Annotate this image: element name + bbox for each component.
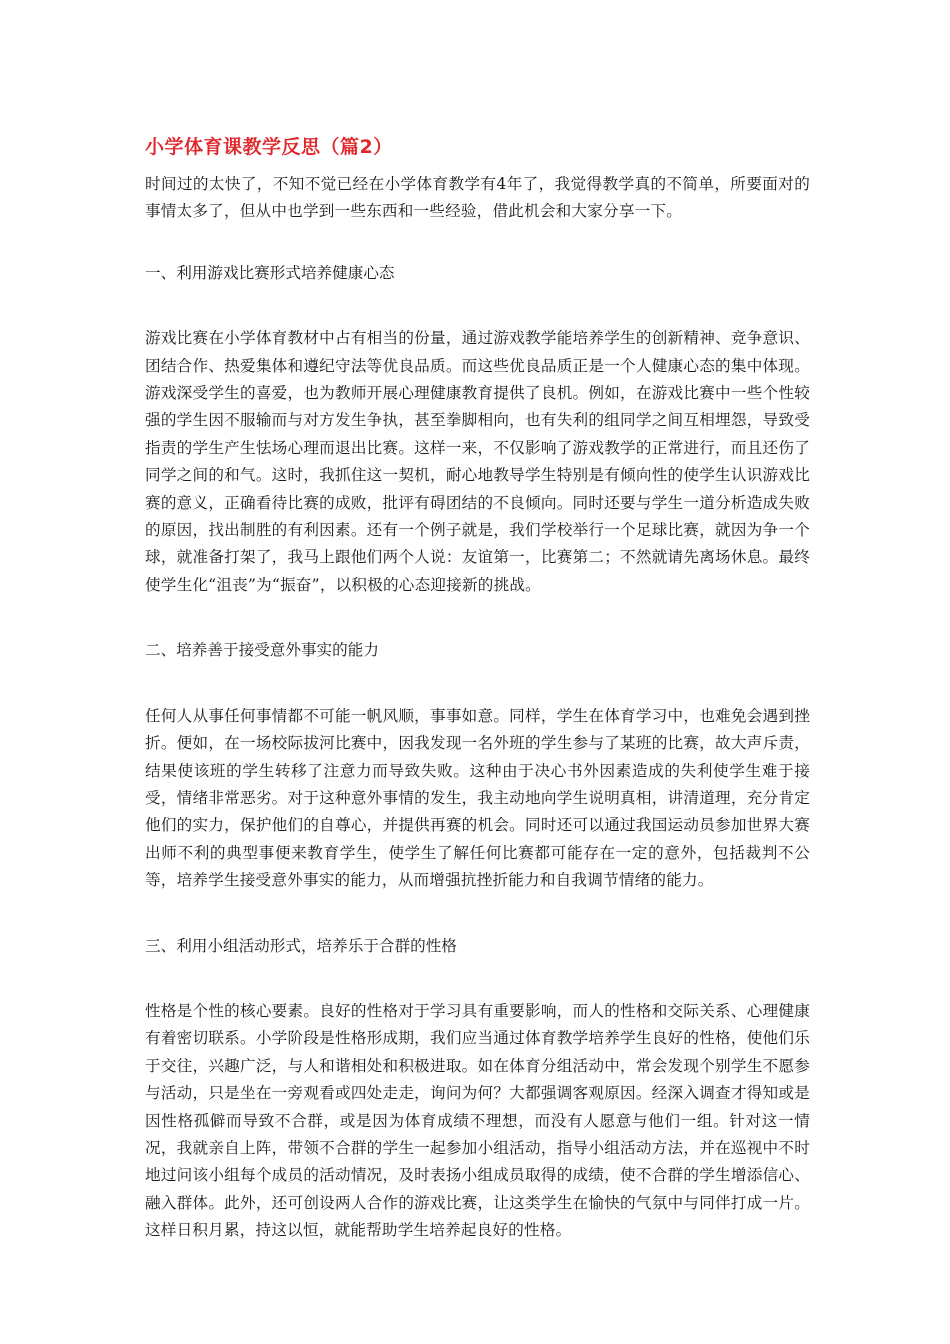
section-3-body: 性格是个性的核心要素。良好的性格对于学习具有重要影响，而人的性格和交际关系、心理健康有着密切联系。小学阶段是性格形成期，我们应当通过体育教学培养学生良好的性格，使他们乐于交往，兴趣广泛，与人和谐相处和积极进取。如在体育分组活动中，常会发现个别学生不愿参与活动，只是坐在一旁观看或四处走走，询问为何？大都强调客观原因。经深入调查才得知或是因性格孤僻而导致不合群，或是因为体育成绩不理想，而没有人愿意与他们一组。针对这一情况，我就亲自上阵，带领不合群的学生一起参加小组活动，指导小组活动方法，并在巡视中不时地过问该小组每个成员的活动情况，及时表扬小组成员取得的成绩，使不合群的学生增添信心、融入群体。此外，还可创设两人合作的游戏比赛，让这类学生在愉快的气氛中与同伴打成一片。这样日积月累，持这以恒，就能帮助学生培养起良好的性格。: [145, 1001, 810, 1240]
spacer: [145, 665, 810, 703]
spacer: [145, 287, 810, 325]
spacer: [145, 599, 810, 637]
document-page: [145, 133, 810, 1245]
spacer: [145, 226, 810, 260]
section-2-heading: 二、培养善于接受意外事实的能力: [145, 641, 379, 660]
section-1-heading: 一、利用游戏比赛形式培养健康心态: [145, 263, 395, 282]
spacer: [145, 895, 810, 933]
intro-paragraph: 时间过的太快了，不知不觉已经在小学体育教学有4年了，我觉得教学真的不简单，所要面对的事情太多了，但从中也学到一些东西和一些经验，借此机会和大家分享一下。: [145, 175, 810, 221]
section-2-body: 任何人从事任何事情都不可能一帆风顺，事事如意。同样，学生在体育学习中，也难免会遇到挫折。便如，在一场校际拔河比赛中，因我发现一名外班的学生参与了某班的比赛，故大声斥责，结果使该班的学生转移了注意力而导致失败。这种由于决心书外因素造成的失利使学生难于接受，情绪非常恶劣。对于这种意外事情的发生，我主动地向学生说明真相，讲清道理，充分肯定他们的实力，保护他们的自尊心，并提供再赛的机会。同时还可以通过我国运动员参加世界大赛出师不利的典型事便来教育学生，使学生了解任何比赛都可能存在一定的意外，包括裁判不公等，培养学生接受意外事实的能力，从而增强抗挫折能力和自我调节情绪的能力。: [145, 706, 810, 890]
section-1-body: 游戏比赛在小学体育教材中占有相当的份量，通过游戏教学能培养学生的创新精神、竞争意识、团结合作、热爱集体和遵纪守法等优良品质。而这些优良品质正是一个人健康心态的集中体现。游戏深受学生的喜爱，也为教师开展心理健康教育提供了良机。例如，在游戏比赛中一些个性较强的学生因不服输而与对方发生争执，甚至拳脚相向，也有失利的组同学之间互相埋怨，导致受指责的学生产生怯场心理而退出比赛。这样一来，不仅影响了游戏教学的正常进行，而且还伤了同学之间的和气。这时，我抓住这一契机，耐心地教导学生特别是有倾向性的使学生认识游戏比赛的意义，正确看待比赛的成败，批评有碍团结的不良倾向。同时还要与学生一道分析造成失败的原因，找出制胜的有利因素。还有一个例子就是，我们学校举行一个足球比赛，就因为争一个球，就准备打架了，我马上跟他们两个人说：友谊第一，比赛第二；不然就请先离场休息。最终使学生化“沮丧”为“振奋”，以积极的心态迎接新的挑战。: [145, 329, 810, 594]
section-3-heading: 三、利用小组活动形式，培养乐于合群的性格: [145, 936, 457, 955]
document-title: 小学体育课教学反思（篇2）: [145, 136, 393, 158]
spacer: [145, 960, 810, 998]
